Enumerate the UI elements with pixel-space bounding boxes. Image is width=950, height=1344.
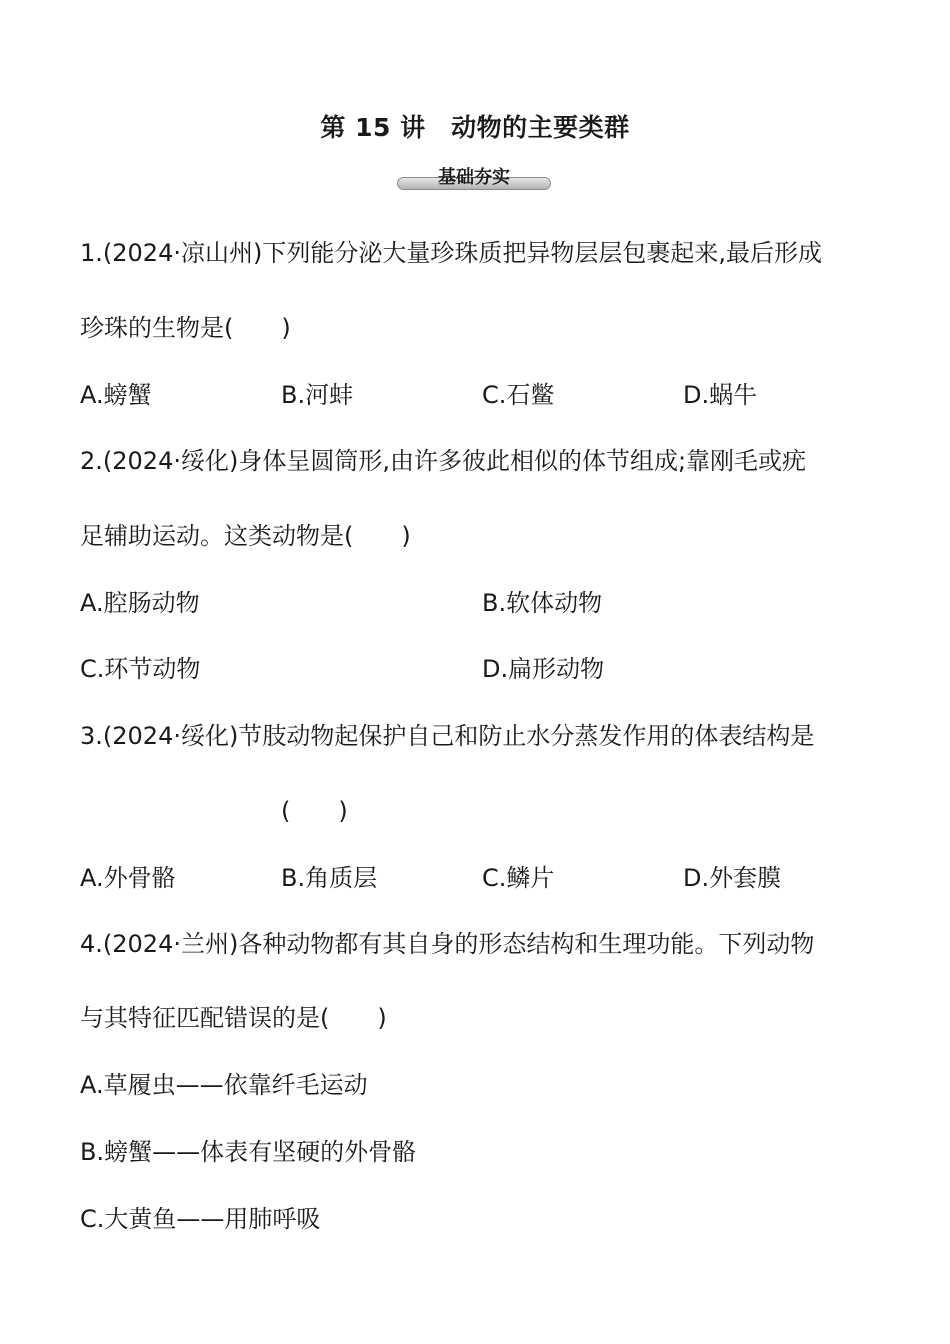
question-1-stem-line-1: 1.(2024·凉山州)下列能分泌大量珍珠质把异物层层包裹起来,最后形成 xyxy=(80,239,822,267)
question-3-stem-line-1: 3.(2024·绥化)节肢动物起保护自己和防止水分蒸发作用的体表结构是 xyxy=(80,722,815,750)
question-4-option-a: A.草履虫——依靠纤毛运动 xyxy=(80,1071,368,1099)
question-4-option-b: B.螃蟹——体表有坚硬的外骨骼 xyxy=(80,1138,417,1166)
question-3-option-d: D.外套膜 xyxy=(683,864,782,892)
page-title: 第 15 讲 动物的主要类群 xyxy=(320,113,630,142)
question-2-option-d: D.扁形动物 xyxy=(482,655,605,683)
question-3-option-b: B.角质层 xyxy=(281,864,378,892)
question-3-stem-line-2: ( ) xyxy=(281,797,348,825)
question-1-stem-line-2: 珍珠的生物是( ) xyxy=(80,314,291,342)
question-2-option-b: B.软体动物 xyxy=(482,589,603,617)
section-label: 基础夯实 xyxy=(438,167,510,188)
question-1-option-b: B.河蚌 xyxy=(281,381,354,409)
question-2-stem-line-1: 2.(2024·绥化)身体呈圆筒形,由许多彼此相似的体节组成;靠刚毛或疣 xyxy=(80,447,807,475)
question-4-stem-line-2: 与其特征匹配错误的是( ) xyxy=(80,1004,387,1032)
section-banner xyxy=(397,163,551,191)
question-1-option-a: A.螃蟹 xyxy=(80,381,152,409)
question-2-option-a: A.腔肠动物 xyxy=(80,589,200,617)
question-1-option-c: C.石鳖 xyxy=(482,381,555,409)
question-2-stem-line-2: 足辅助运动。这类动物是( ) xyxy=(80,522,411,550)
question-2-option-c: C.环节动物 xyxy=(80,655,201,683)
question-4-stem-line-1: 4.(2024·兰州)各种动物都有其自身的形态结构和生理功能。下列动物 xyxy=(80,930,815,958)
question-3-option-a: A.外骨骼 xyxy=(80,864,176,892)
question-3-option-c: C.鳞片 xyxy=(482,864,555,892)
question-4-option-c: C.大黄鱼——用肺呼吸 xyxy=(80,1205,321,1233)
question-1-option-d: D.蜗牛 xyxy=(683,381,758,409)
